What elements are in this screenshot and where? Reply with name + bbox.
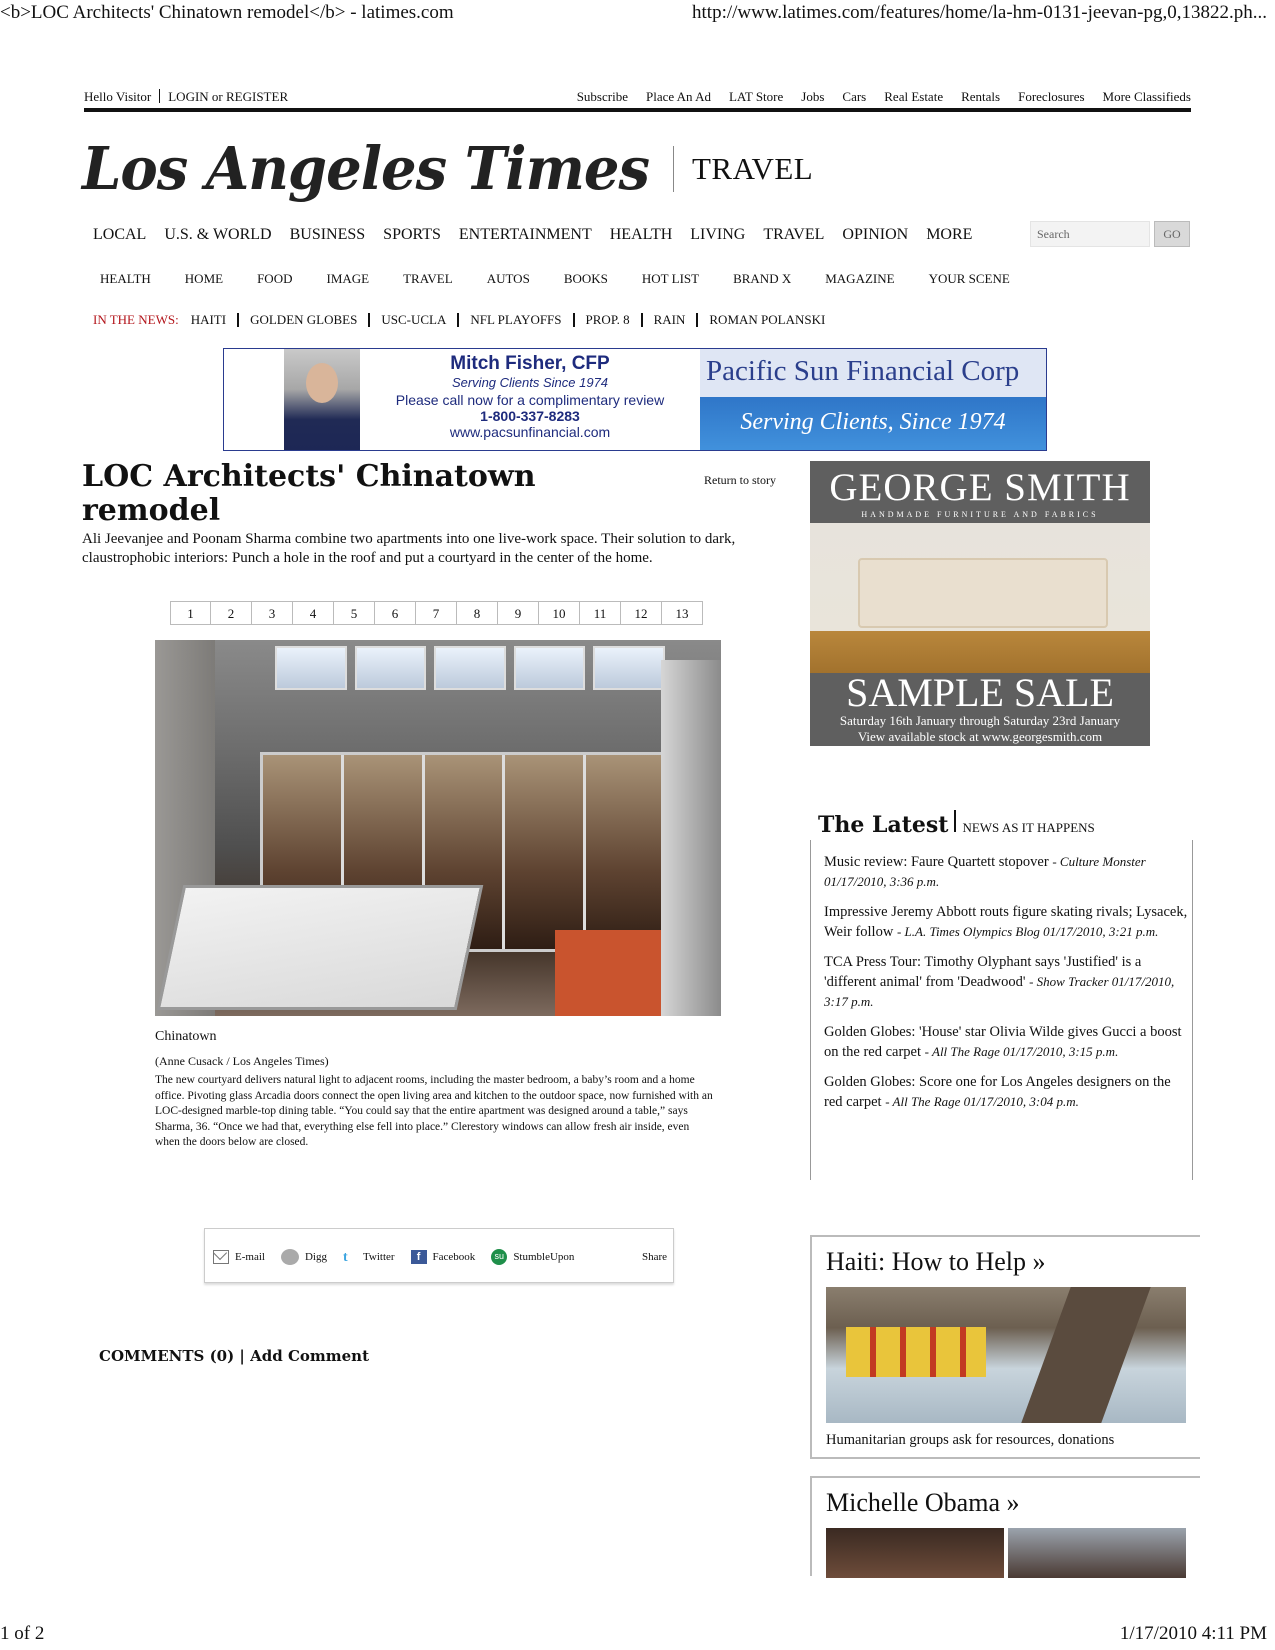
latest-list	[824, 852, 1189, 1122]
divider	[368, 313, 370, 327]
company-tagline: Serving Clients, Since 1974	[700, 397, 1046, 450]
twitter-icon: t	[342, 1250, 348, 1265]
pager-page-13[interactable]: 13	[662, 601, 703, 625]
subnav-travel[interactable]: TRAVEL	[403, 271, 453, 286]
masthead-divider	[673, 146, 674, 192]
pager-page-2[interactable]: 2	[211, 601, 252, 625]
news-rain[interactable]: RAIN	[653, 312, 686, 327]
courtyard-photo	[155, 640, 721, 1016]
subnav-food[interactable]: FOOD	[257, 271, 293, 286]
news-golden-globes[interactable]: GOLDEN GLOBES	[250, 312, 358, 327]
caption-title: Chinatown	[155, 1029, 217, 1044]
divider	[237, 313, 239, 327]
nav-more[interactable]: MORE	[926, 226, 973, 243]
share-stumbleupon-label: StumbleUpon	[513, 1251, 575, 1263]
list-item	[824, 1022, 1189, 1062]
nav-sports[interactable]: SPORTS	[383, 226, 441, 243]
share-toolbar	[204, 1228, 674, 1283]
list-item	[824, 852, 1189, 892]
george-smith-ad[interactable]	[810, 461, 1150, 746]
advisor-call: Please call now for a complimentary review	[395, 392, 665, 408]
story-summary: Ali Jeevanjee and Poonam Sharma combine two apartments into one live-work space. Their solution to dark, claustrophobic interiors: Punch a hole in the roof and put a courtyard in the center of the home.	[82, 531, 736, 566]
caption-credit: (Anne Cusack / Los Angeles Times)	[155, 1054, 329, 1068]
share-facebook[interactable]	[411, 1250, 476, 1264]
haiti-promo	[810, 1235, 1200, 1459]
ad-sale-dates: Saturday 16th January through Saturday 23rd January	[839, 713, 1121, 728]
sofa-image	[858, 558, 1108, 628]
subnav-health[interactable]: HEALTH	[100, 271, 151, 286]
story-title: LOC Architects' Chinatown remodel	[82, 459, 536, 528]
latest-headline-3[interactable]: TCA Press Tour: Timothy Olyphant says 'Justified' is a 'different animal' from 'Deadwood'	[824, 954, 1142, 990]
print-page-title: <b>LOC Architects' Chinatown remodel</b> - latimes.com	[0, 2, 454, 23]
divider	[696, 313, 698, 327]
divider	[573, 313, 575, 327]
pager-page-9[interactable]: 9	[498, 601, 539, 625]
divider	[954, 810, 956, 832]
subnav-image[interactable]: IMAGE	[326, 271, 370, 286]
email-icon	[213, 1250, 229, 1264]
banner-ad-text	[360, 349, 700, 450]
pager-page-12[interactable]: 12	[621, 601, 662, 625]
latest-headline-1[interactable]: Music review: Faure Quartett stopover	[824, 854, 1049, 870]
divider	[457, 313, 459, 327]
divider	[641, 313, 643, 327]
visitor-greeting: Hello Visitor	[84, 89, 152, 104]
share-digg-label: Digg	[304, 1251, 327, 1263]
news-roman-polanski[interactable]: ROMAN POLANSKI	[709, 312, 826, 327]
link-lat-store[interactable]: LAT Store	[728, 89, 784, 104]
in-the-news-bar	[93, 312, 825, 328]
ad-brand-name: GEORGE SMITH	[829, 466, 1131, 509]
share-email[interactable]	[213, 1250, 265, 1264]
news-nfl-playoffs[interactable]: NFL PLAYOFFS	[470, 312, 562, 327]
link-subscribe[interactable]: Subscribe	[576, 89, 628, 104]
nav-business[interactable]: BUSINESS	[289, 226, 366, 243]
latest-headline-2[interactable]: Impressive Jeremy Abbott routs figure skating rivals; Lysacek, Weir follow	[824, 904, 1188, 940]
visitor-area	[84, 89, 288, 105]
latest-source-2: - L.A. Times Olympics Blog 01/17/2010, 3:21 p.m.	[896, 924, 1159, 939]
share-twitter-label: Twitter	[362, 1251, 395, 1263]
pager-page-7[interactable]: 7	[416, 601, 457, 625]
list-item	[824, 1072, 1189, 1112]
pager-page-8[interactable]: 8	[457, 601, 498, 625]
advisor-phone: 1-800-337-8283	[480, 408, 580, 424]
latest-source-1: - Culture Monster 01/17/2010, 3:36 p.m.	[824, 854, 1146, 889]
section-name: TRAVEL	[691, 151, 814, 186]
photo-pager	[170, 601, 703, 625]
ad-brand-tagline: HANDMADE FURNITURE AND FABRICS	[861, 510, 1099, 519]
subnav-books[interactable]: BOOKS	[563, 271, 608, 286]
return-to-story-link[interactable]: Return to story	[704, 473, 776, 487]
share-more-button[interactable]: Share	[641, 1251, 667, 1263]
subnav-your-scene[interactable]: YOUR SCENE	[928, 271, 1010, 286]
banner-ad-company	[700, 349, 1046, 450]
main-nav	[93, 226, 972, 244]
divider	[159, 89, 160, 103]
latest-source-4: - All The Rage 01/17/2010, 3:15 p.m.	[924, 1044, 1119, 1059]
comments-add-comment-link[interactable]: COMMENTS (0) | Add Comment	[99, 1347, 370, 1365]
pager-page-3[interactable]: 3	[252, 601, 293, 625]
latest-subtitle: NEWS AS IT HAPPENS	[962, 820, 1095, 835]
nav-travel[interactable]: TRAVEL	[763, 226, 825, 243]
ad-sofa-photo	[810, 523, 1150, 673]
link-real-estate[interactable]: Real Estate	[884, 89, 944, 104]
photo-marble-table	[157, 885, 484, 1010]
share-email-label: E-mail	[235, 1251, 265, 1263]
nav-entertainment[interactable]: ENTERTAINMENT	[458, 226, 592, 243]
pager-page-10[interactable]: 10	[539, 601, 580, 625]
pager-page-11[interactable]: 11	[580, 601, 621, 625]
share-facebook-label: Facebook	[432, 1251, 476, 1263]
link-cars[interactable]: Cars	[842, 89, 867, 104]
banner-ad[interactable]	[223, 348, 1047, 451]
nav-opinion[interactable]: OPINION	[842, 226, 909, 243]
print-datetime: 1/17/2010 4:11 PM	[1119, 1623, 1267, 1644]
pager-page-6[interactable]: 6	[375, 601, 416, 625]
news-usc-ucla[interactable]: USC-UCLA	[381, 312, 447, 327]
share-twitter[interactable]	[343, 1250, 395, 1264]
nav-us-world[interactable]: U.S. & WORLD	[164, 226, 272, 243]
share-digg[interactable]	[281, 1249, 327, 1265]
pager-page-1[interactable]: 1	[170, 601, 211, 625]
share-stumbleupon[interactable]	[491, 1249, 574, 1265]
login-register-link[interactable]: LOGIN or REGISTER	[168, 89, 289, 104]
sub-nav	[100, 271, 1010, 287]
digg-icon	[281, 1249, 299, 1265]
michelle-obama-promo	[810, 1476, 1200, 1576]
photo-door	[661, 660, 721, 1016]
advisor-name: Mitch Fisher, CFP	[450, 353, 610, 374]
in-the-news-label: IN THE NEWS:	[93, 312, 179, 327]
ad-sale-headline: SAMPLE SALE	[846, 670, 1114, 715]
caption-text: The new courtyard delivers natural light to adjacent rooms, including the master bedroom, a baby’s room and a home office. Pivoting glass Arcadia doors connect the open living area and kitchen to the outdoor space, now furnished with an LOC-designed marble-top dining table. “You could say that the entire apartment was designed around a table,” says Sharma, 36. “Once we had that, everything else fell into place.” Clerestory windows can allow fresh air inside, even when the doors below are closed.	[155, 1074, 713, 1148]
obama-promo-title[interactable]: Michelle Obama »	[826, 1488, 1020, 1517]
list-item	[824, 952, 1189, 1012]
latest-headline-5[interactable]: Golden Globes: Score one for Los Angeles designers on the red carpet	[824, 1074, 1171, 1110]
stumbleupon-icon: su	[491, 1249, 507, 1265]
subnav-hot-list[interactable]: HOT LIST	[641, 271, 700, 286]
news-haiti[interactable]: HAITI	[190, 312, 227, 327]
ad-view-stock: View available stock at www.georgesmith.com	[857, 729, 1103, 744]
latest-headline-4[interactable]: Golden Globes: 'House' star Olivia Wilde gives Gucci a boost on the red carpet	[824, 1024, 1182, 1060]
link-rentals[interactable]: Rentals	[961, 89, 1001, 104]
masthead	[82, 135, 813, 203]
nav-living[interactable]: LIVING	[690, 226, 746, 243]
subnav-brand-x[interactable]: BRAND X	[733, 271, 792, 286]
news-prop-8[interactable]: PROP. 8	[585, 312, 630, 327]
nav-local[interactable]: LOCAL	[93, 226, 147, 243]
classifieds-links	[577, 89, 1191, 105]
link-foreclosures[interactable]: Foreclosures	[1018, 89, 1085, 104]
search-input[interactable]: Search	[1030, 221, 1150, 247]
obama-photo-2[interactable]	[1008, 1528, 1186, 1578]
latest-source-5: - All The Rage 01/17/2010, 3:04 p.m.	[885, 1094, 1079, 1109]
search-go-button[interactable]: GO	[1154, 221, 1190, 247]
top-utility-bar	[84, 88, 1191, 112]
nav-health[interactable]: HEALTH	[609, 226, 673, 243]
latest-title: The Latest	[818, 812, 949, 838]
link-place-an-ad[interactable]: Place An Ad	[645, 89, 711, 104]
haiti-promo-title[interactable]: Haiti: How to Help »	[826, 1247, 1046, 1276]
facebook-icon: f	[411, 1250, 427, 1264]
latest-source-3: - Show Tracker 01/17/2010, 3:17 p.m.	[824, 974, 1175, 1009]
print-page-url: http://www.latimes.com/features/home/la-hm-0131-jeevan-pg,0,13822.ph...	[692, 2, 1267, 23]
link-jobs[interactable]: Jobs	[801, 89, 825, 104]
link-more-classifieds[interactable]: More Classifieds	[1102, 89, 1191, 104]
print-page-count: 1 of 2	[0, 1623, 45, 1644]
pager-page-4[interactable]: 4	[293, 601, 334, 625]
haiti-promo-caption[interactable]: Humanitarian groups ask for resources, donations	[826, 1432, 1115, 1448]
subnav-autos[interactable]: AUTOS	[486, 271, 530, 286]
advisor-website: www.pacsunfinancial.com	[449, 424, 611, 440]
pager-page-5[interactable]: 5	[334, 601, 375, 625]
subnav-magazine[interactable]: MAGAZINE	[825, 271, 895, 286]
subnav-home[interactable]: HOME	[184, 271, 224, 286]
la-times-logo[interactable]: Los Angeles Times	[82, 134, 649, 204]
list-item	[824, 902, 1189, 942]
haiti-photo[interactable]	[826, 1287, 1186, 1423]
advisor-photo	[284, 349, 360, 450]
latest-header	[818, 810, 1095, 838]
company-name: Pacific Sun Financial Corp	[700, 349, 1046, 397]
photo-clerestory-windows	[275, 646, 665, 690]
obama-photo-1[interactable]	[826, 1528, 1004, 1578]
advisor-serving: Serving Clients Since 1974	[451, 375, 609, 390]
